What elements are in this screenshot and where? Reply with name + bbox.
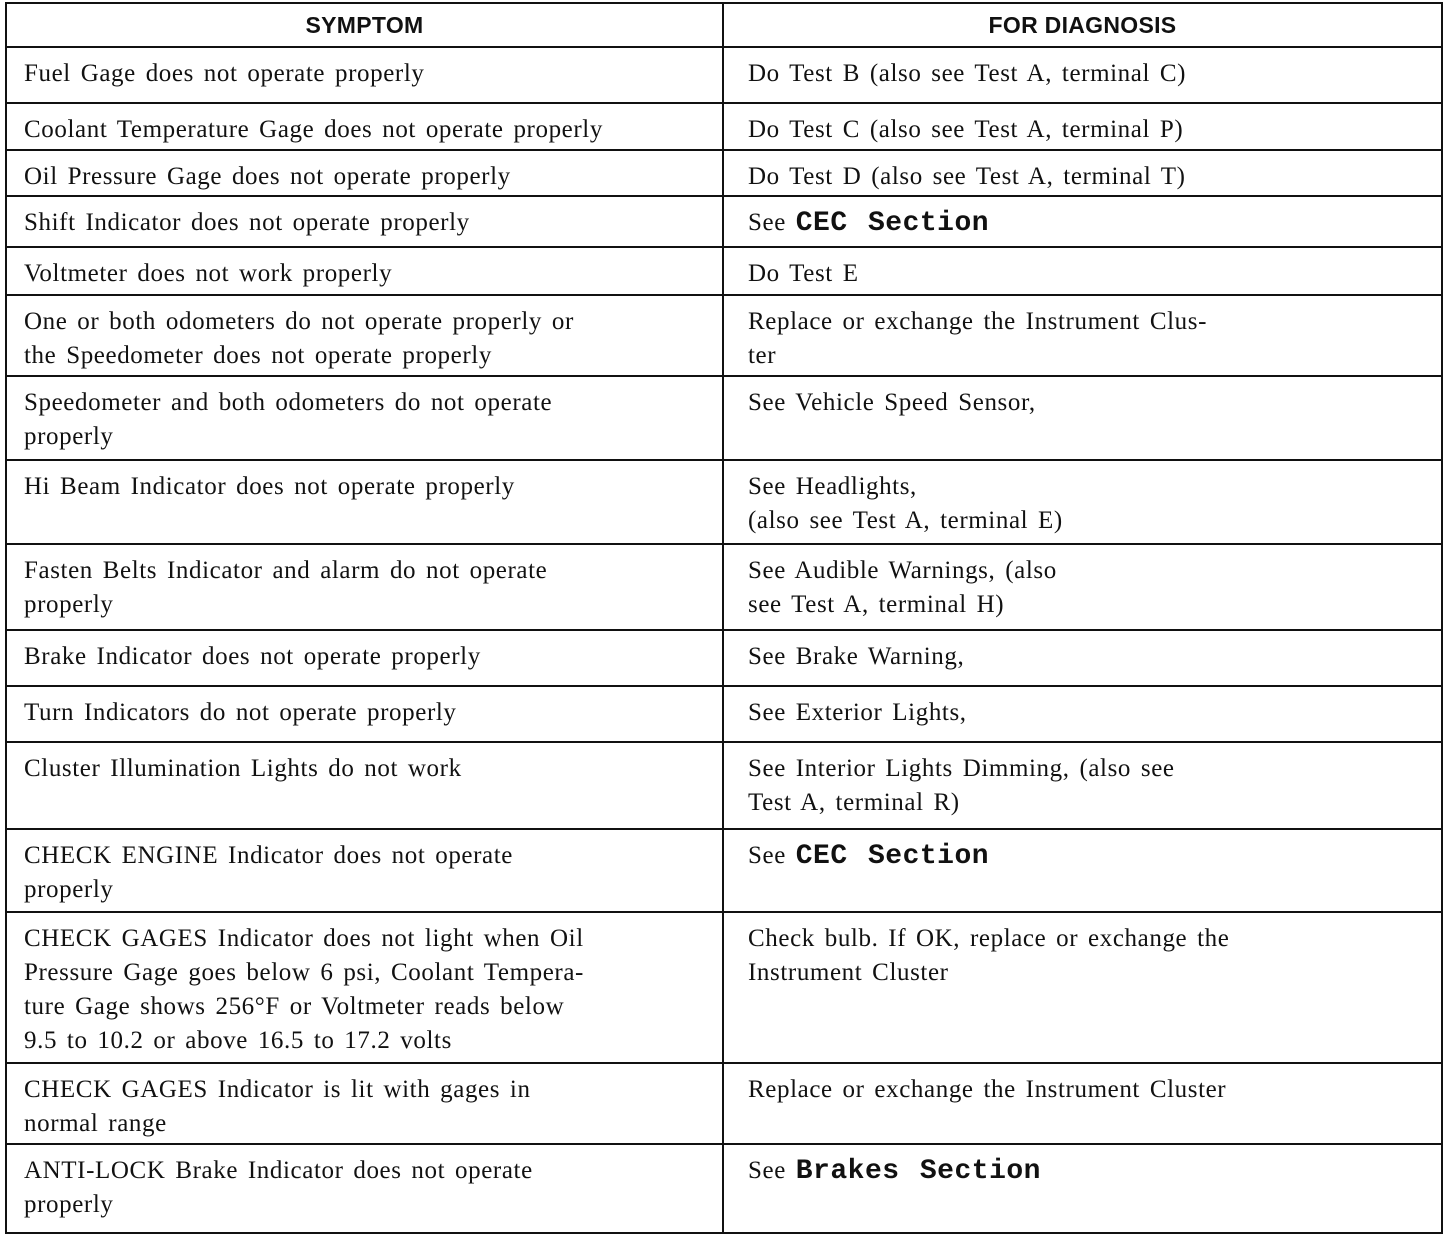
table-row [6,247,1442,295]
diagnosis-text: Replace or exchange the Instrument Clus- ter [748,308,1207,369]
table-header-row [6,3,1442,47]
symptom-cell [6,544,723,630]
table-row [6,630,1442,686]
diagnosis-text: See Brake Warning, [748,643,965,670]
symptom-diagnosis-table [5,2,1443,1234]
symptom-cell [6,686,723,742]
diagnosis-text: See Vehicle Speed Sensor, [748,389,1036,416]
symptom-text: Speedometer and both odometers do not operate properly [24,389,553,450]
diagnosis-cell [723,150,1442,196]
diagnosis-text: Do Test D (also see Test A, terminal T) [748,163,1186,190]
diagnosis-text: Do Test B (also see Test A, terminal C) [748,60,1187,87]
diagnosis-cell [723,1144,1442,1233]
symptom-text: Fuel Gage does not operate properly [24,60,425,87]
symptom-text: ANTI-LOCK Brake Indicator does not operate properly [24,1157,533,1218]
symptom-text: Oil Pressure Gage does not operate properly [24,163,511,190]
diagnosis-cell [723,912,1442,1063]
section-reference: Brakes Section [795,1156,1041,1187]
diagnosis-cell [723,103,1442,150]
symptom-cell [6,150,723,196]
table-row [6,47,1442,103]
table-row [6,829,1442,912]
diagnosis-text: See [748,1157,796,1184]
table-row [6,686,1442,742]
symptom-cell [6,829,723,912]
table-row [6,295,1442,376]
symptom-text: Coolant Temperature Gage does not operate properly [24,116,603,143]
symptom-text: CHECK GAGES Indicator is lit with gages in normal range [24,1076,531,1137]
symptom-text: Brake Indicator does not operate properly [24,643,481,670]
symptom-text: Cluster Illumination Lights do not work [24,755,462,782]
diagnosis-text: See Interior Lights Dimming, (also see Test A, terminal R) [748,755,1175,816]
symptom-cell [6,103,723,150]
diagnosis-cell [723,686,1442,742]
symptom-column-header: SYMPTOM [6,3,723,47]
symptom-cell [6,376,723,460]
symptom-cell [6,196,723,247]
symptom-cell [6,460,723,544]
diagnosis-text: See Audible Warnings, (also see Test A, terminal H) [748,557,1057,618]
diagnosis-text: See Headlights, (also see Test A, terminal E) [748,473,1063,534]
table-row [6,544,1442,630]
table-row [6,1144,1442,1233]
symptom-text: CHECK GAGES Indicator does not light when Oil Pressure Gage goes below 6 psi, Coolant Tempera- ture Gage shows 256°F or Voltmeter reads below 9.5 to 10.2 or above 16.5 to 17.2 volts [24,925,584,1054]
table-row [6,912,1442,1063]
symptom-cell [6,1063,723,1144]
symptom-text: Shift Indicator does not operate properly [24,209,470,236]
symptom-cell [6,295,723,376]
diagnosis-text: See Exterior Lights, [748,699,967,726]
diagnosis-cell [723,196,1442,247]
diagnosis-text: See [748,209,796,236]
diagnosis-cell [723,742,1442,829]
diagnosis-cell [723,544,1442,630]
section-reference: CEC Section [795,208,990,239]
diagnosis-text: Do Test C (also see Test A, terminal P) [748,116,1184,143]
symptom-text: Hi Beam Indicator does not operate properly [24,473,515,500]
symptom-cell [6,630,723,686]
table-row [6,742,1442,829]
symptom-cell [6,912,723,1063]
diagnosis-table-container [5,2,1441,1234]
symptom-text: Voltmeter does not work properly [24,260,393,287]
diagnosis-text: Check bulb. If OK, replace or exchange the Instrument Cluster [748,925,1230,986]
diagnosis-cell [723,295,1442,376]
symptom-cell [6,1144,723,1233]
diagnosis-column-header: FOR DIAGNOSIS [723,3,1442,47]
table-row [6,103,1442,150]
table-row [6,1063,1442,1144]
table-row [6,376,1442,460]
diagnosis-cell [723,1063,1442,1144]
diagnosis-cell [723,829,1442,912]
symptom-text: Turn Indicators do not operate properly [24,699,457,726]
table-row [6,460,1442,544]
diagnosis-text: Do Test E [748,260,859,287]
symptom-text: One or both odometers do not operate properly or the Speedometer does not operate properly [24,308,574,369]
diagnosis-text: Replace or exchange the Instrument Cluster [748,1076,1227,1103]
table-row [6,150,1442,196]
diagnosis-cell [723,47,1442,103]
diagnosis-cell [723,247,1442,295]
symptom-cell [6,47,723,103]
table-row [6,196,1442,247]
symptom-text: CHECK ENGINE Indicator does not operate properly [24,842,513,903]
diagnosis-cell [723,460,1442,544]
diagnosis-cell [723,376,1442,460]
section-reference: CEC Section [795,841,990,872]
diagnosis-cell [723,630,1442,686]
diagnosis-text: See [748,842,796,869]
symptom-cell [6,247,723,295]
symptom-cell [6,742,723,829]
symptom-text: Fasten Belts Indicator and alarm do not operate properly [24,557,548,618]
